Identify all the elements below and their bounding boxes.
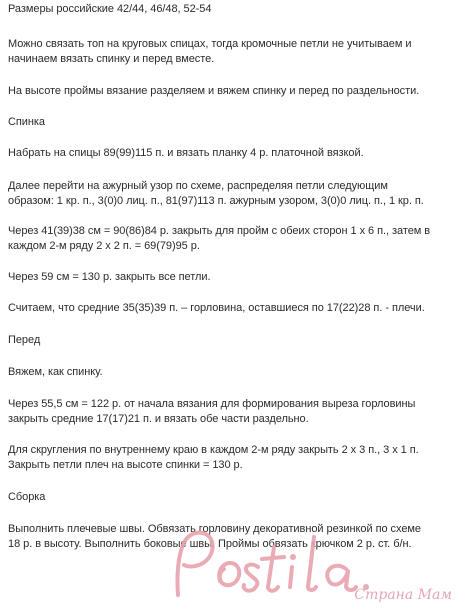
neckline-line: Считаем, что средние 35(35)39 п. – горловина, оставшиеся по 17(22)28 п. - плечи. <box>8 302 425 314</box>
front-neck-line-2: закрыть средние 17(17)21 п. и вязать обе части раздельно. <box>8 413 309 425</box>
armhole-close-line-1: Через 41(39)38 см = 90(86)84 р. закрыть для пройм с обеих сторон 1 х 6 п., затем в <box>8 225 431 237</box>
front-neck-line-1: Через 55,5 см = 122 р. от начала вязания для формирования выреза горловины <box>8 398 416 410</box>
section-assembly-heading: Сборка <box>8 491 46 503</box>
section-back-heading: Спинка <box>8 116 45 128</box>
section-front-heading: Перед <box>8 334 41 346</box>
pattern-line-1: Далее перейти на ажурный узор по схеме, распределяя петли следующим <box>8 180 388 192</box>
armhole-close-line-2: каждом 2-м ряду 2 х 2 п. = 69(79)95 р. <box>8 240 200 252</box>
assembly-line-1: Выполнить плечевые швы. Обвязать горловину декоративной резинкой по схеме <box>8 523 421 535</box>
pattern-line-2: образом: 1 кр. п., 3(0)0 лиц. п., 81(97)113 п. ажурным узором, 3(0)0 лиц. п., 1 кр. п. <box>8 195 424 207</box>
close-all-line: Через 59 см = 130 р. закрыть все петли. <box>8 271 211 283</box>
watermark-domain-text: Страна Мам <box>354 587 452 603</box>
assembly-line-2: 18 р. в высоту. Выполнить боковые швы. Проймы обвязать крючком 2 р. ст. б/н. <box>8 538 412 550</box>
armhole-line: На высоте проймы вязание разделяем и вяжем спинку и перед по раздельности. <box>8 85 420 97</box>
back-cast-on-line: Набрать на спицы 89(99)115 п. и вязать планку 4 р. платочной вязкой. <box>8 147 364 159</box>
intro-line-1: Можно связать топ на круговых спицах, тогда кромочные петли не учитываем и <box>8 38 412 50</box>
intro-line-2: начинаем вязать спинку и перед вместе. <box>8 53 215 65</box>
front-like-back-line: Вяжем, как спинку. <box>8 366 103 378</box>
size-line: Размеры российские 42/44, 46/48, 52-54 <box>8 3 212 15</box>
rounding-line-2: Закрыть петли плеч на высоте спинки = 130 р. <box>8 459 243 471</box>
rounding-line-1: Для скругления по внутреннему краю в каждом 2-м ряду закрыть 2 х 3 п., 3 х 1 п. <box>8 444 419 456</box>
postila-watermark <box>158 507 458 607</box>
